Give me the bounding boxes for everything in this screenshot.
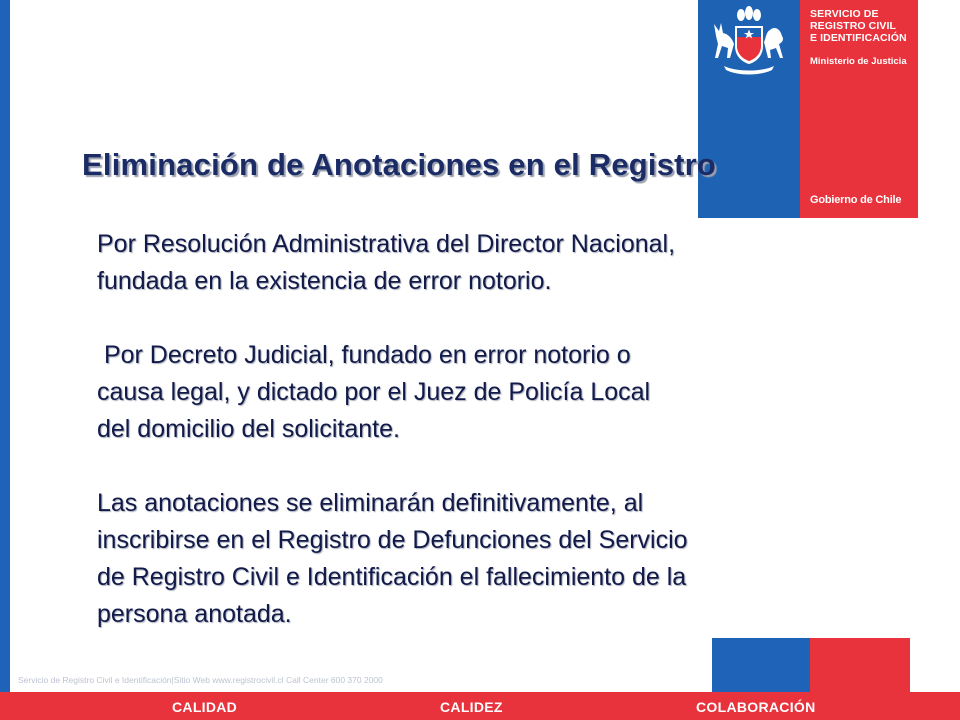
flag-red: [810, 638, 910, 692]
value-colaboracion: COLABORACIÓN: [696, 699, 816, 715]
government-label: Gobierno de Chile: [810, 194, 902, 206]
flag-blue: [712, 638, 810, 692]
logo-blue-panel: [698, 0, 800, 218]
ministry-name: Ministerio de Justicia: [810, 56, 907, 67]
paragraph-decree: Por Decreto Judicial, fundado en error notorio o causa legal, y dictado por el Juez de Policía Local del domicilio del solicitante.: [97, 341, 651, 443]
footer-note: Servicio de Registro Civil e Identificación|Sitio Web www.registrocivil.cl Call Center 600 370 2000: [18, 675, 383, 685]
bottom-bar: [0, 692, 960, 720]
logo-red-panel: [800, 0, 918, 218]
flag-block: [712, 638, 910, 692]
left-accent-bar: [0, 0, 10, 692]
paragraph-resolution: Por Resolución Administrativa del Director Nacional, fundada en la existencia de error notorio.: [97, 230, 676, 295]
paragraph-annotations: Las anotaciones se eliminarán definitivamente, al inscribirse en el Registro de Defunciones del Servicio de Registro Civil e Identificación el fallecimiento de la persona anotada.: [97, 489, 688, 628]
chile-coat-of-arms-icon: [708, 6, 790, 76]
value-calidad: CALIDAD: [172, 699, 238, 715]
slide-title: Eliminación de Anotaciones en el Registro: [82, 147, 717, 182]
slide-body: [97, 226, 867, 633]
registro-civil-logo: [698, 0, 918, 218]
value-calidez: CALIDEZ: [440, 699, 503, 715]
organization-name: SERVICIO DE REGISTRO CIVIL E IDENTIFICACIÓN: [810, 8, 907, 44]
